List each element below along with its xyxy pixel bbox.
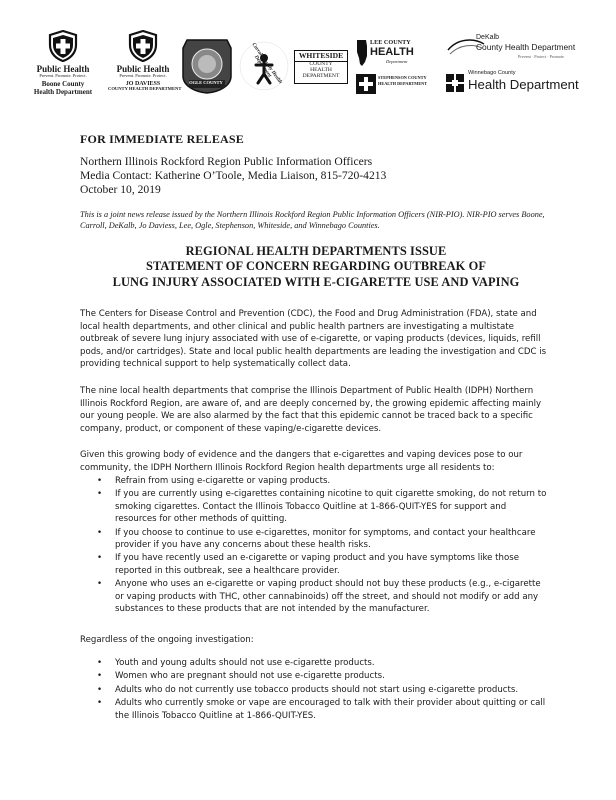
boone-dept: Health Department — [33, 87, 93, 96]
jo-daviess-tag: Prevent. Promote. Protect. — [119, 73, 167, 79]
boone-tag: Prevent. Promote. Protect. — [39, 73, 87, 79]
winnebago-county-logo — [446, 70, 598, 96]
boone-county-logo — [28, 30, 98, 96]
lee-main: HEALTH — [370, 46, 414, 58]
dekalb-main: County Health Department — [476, 42, 576, 52]
boone-county: Boone County — [41, 80, 85, 89]
list-item — [80, 578, 550, 615]
bullet-icon: • — [97, 527, 103, 538]
stephenson-label: STEPHENSON COUNTY HEALTH DEPARTMENT — [378, 75, 428, 86]
paragraph-investigation — [80, 308, 550, 371]
list-item-text: Anyone who uses an e-cigarette or vaping product should not buy these products (e.g., e-cigarette or vaping products with THC, other cannabinoids) off the street, and should not modify or add any substances to these products that are not intended by the manufacturer. — [115, 579, 541, 615]
recommendation-list — [80, 475, 550, 616]
shield-cross-icon — [48, 30, 78, 62]
headline-line-2: STATEMENT OF CONCERN REGARDING OUTBREAK OF — [145, 259, 487, 274]
list-item — [80, 684, 550, 696]
release-heading: FOR IMMEDIATE RELEASE — [80, 132, 244, 146]
list-item — [80, 488, 550, 525]
whiteside-dept: DEPARTMENT — [302, 72, 340, 79]
list-item — [80, 697, 550, 722]
carroll-county-logo — [238, 38, 290, 94]
list-item — [80, 527, 550, 552]
list-item-text: If you are currently using e-cigarettes containing nicotine to quit cigarette smoking, do not return to smoking cigarettes. Contact the Illinois Tobacco Quitline at 1-866-QUIT-YES for support and resources for other methods of quitting. — [115, 489, 547, 525]
list-item-text: Youth and young adults should not use e-cigarette products. — [115, 658, 375, 668]
bullet-icon: • — [97, 671, 103, 682]
regardless-heading: Regardless of the ongoing investigation: — [80, 635, 254, 645]
bullet-icon: • — [97, 658, 103, 668]
shield-cross-icon — [128, 30, 158, 62]
media-contact: Media Contact: Katherine O’Toole, Media Liaison, 815-720-4213 — [80, 169, 387, 183]
jo-daviess-logo — [108, 30, 182, 92]
bullet-icon: • — [97, 553, 103, 564]
winnebago-grid-icon — [446, 74, 464, 92]
contact-org: Northern Illinois Rockford Region Public Information Officers — [80, 155, 373, 168]
paragraph-concern — [80, 385, 550, 435]
whiteside-health: HEALTH — [310, 66, 332, 73]
headline — [80, 244, 552, 290]
carroll-label: Carroll County Health Department — [250, 41, 284, 86]
list-item-text: Adults who do not currently use tobacco products should not start using e-cigarette products. — [115, 684, 519, 695]
paragraph-text: Given this growing body of evidence and the dangers that e-cigarettes and vaping devices pose to our community, the IDPH Northern Illinois Rockford Region health departments urge all residents to: — [80, 450, 523, 473]
dekalb-county-logo — [446, 34, 596, 64]
list-item — [80, 552, 550, 577]
bullet-icon: • — [97, 489, 103, 500]
lee-county-logo — [356, 40, 436, 68]
lee-top: LEE COUNTY — [370, 39, 411, 46]
paragraph-text: The Centers for Disease Control and Prevention (CDC), the Food and Drug Administration (FDA), state and local health departments, and other clinical and public health partners are investigating a multistate outbreak of severe lung injury associated with use of e-cigarette, or vaping products (devices, liquids, refill pods, and/or cartridges). State and local public health departments are leading the investigation and CDC is providing technical support to help systematically collect data. — [80, 309, 547, 370]
joint-release-note: This is a joint news release issued by the Northern Illinois Rockford Region Public Information Officers (NIR-PIO). NIR-PIO serves Boone, Carroll, DeKalb, Jo Daviess, Lee, Ogle, Stephenson, Whiteside, and Winnebago Counties. — [80, 210, 545, 230]
list-item-text: If you have recently used an e-cigarette or vaping product and you have symptoms like those reported in this outbreak, see a healthcare provider. — [115, 553, 520, 576]
headline-line-1: REGIONAL HEALTH DEPARTMENTS ISSUE — [185, 244, 447, 258]
ogle-county-logo — [180, 38, 234, 94]
jo-daviess-county: JO DAVIESS — [125, 81, 161, 88]
jo-daviess-dept: COUNTY HEALTH DEPARTMENT — [108, 86, 182, 92]
boone-title: Public Health — [36, 64, 90, 74]
list-item — [80, 657, 550, 669]
paragraph-urge — [80, 449, 550, 474]
stephenson-county-logo — [356, 72, 436, 98]
ogle-label: OGLE COUNTY — [189, 80, 223, 85]
winnebago-main: Health Department — [468, 77, 579, 92]
jo-daviess-title: Public Health — [116, 64, 170, 74]
headline-line-3: LUNG INJURY ASSOCIATED WITH E-CIGARETTE USE AND VAPING — [112, 274, 520, 289]
illinois-map-icon — [356, 40, 368, 66]
list-item — [80, 670, 550, 682]
list-item-text: If you choose to continue to use e-cigarettes, monitor for symptoms, and contact your healthcare provider if you have any concerns about these health risks. — [115, 527, 536, 551]
list-item-text: Women who are pregnant should not use e-cigarette products. — [115, 671, 385, 682]
bullet-icon: • — [97, 579, 103, 590]
list-item — [80, 475, 550, 487]
medical-cross-icon — [356, 74, 376, 94]
list-item-text: Refrain from using e-cigarette or vaping products. — [115, 476, 331, 486]
paragraph-text: The nine local health departments that comprise the Illinois Department of Public Health (IDPH) Northern Illinois Rockford Region, are aware of, and are deeply concerned by, the growing epidemic affecting mainly our young people. We are also alarmed by the fact that this epidemic cannot be traced back to a specific company, product, or component of these vaping/e-cigarette devices. — [80, 386, 542, 434]
bullet-icon: • — [97, 476, 103, 486]
bullet-icon: • — [97, 698, 103, 709]
release-date: October 10, 2019 — [80, 183, 161, 197]
whiteside-county: COUNTY — [309, 60, 333, 67]
contact-block — [80, 155, 386, 198]
general-guidance-list — [80, 657, 550, 723]
whiteside-name: WHITESIDE — [295, 51, 347, 62]
bullet-icon: • — [97, 684, 103, 695]
list-item-text: Adults who currently smoke or vape are encouraged to talk with their provider about quitting or call the Illinois Tobacco Quitline at 1-866-QUIT-YES. — [115, 698, 546, 721]
lee-sub: Department — [386, 59, 408, 64]
whiteside-county-logo — [294, 50, 348, 84]
dekalb-tag: Prevent · Protect · Promote — [518, 54, 564, 59]
winnebago-top: Winnebago County — [468, 70, 516, 76]
dekalb-top: DeKalb — [476, 34, 499, 41]
logo-strip — [28, 30, 598, 106]
